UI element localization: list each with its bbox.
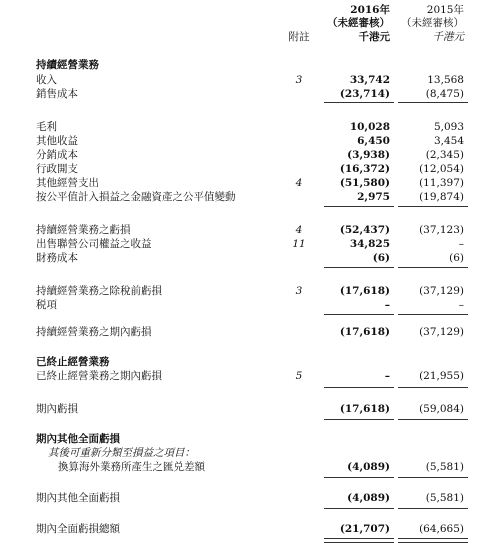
value-2016: 34,825	[349, 238, 390, 250]
table-row-cost-of-sales	[0, 87, 493, 101]
subtotal-rule	[398, 267, 468, 268]
row-label: 毛利	[36, 121, 57, 133]
row-label: 期內虧損	[36, 403, 78, 415]
value-2016: (3,938)	[347, 149, 390, 161]
table-row-oci-total	[0, 491, 493, 505]
subtotal-rule	[324, 508, 394, 509]
table-row-other-operating-expenses	[0, 176, 493, 190]
row-label: 其後可重新分類至損益之項目：	[48, 447, 195, 459]
row-label: 持續經營業務之虧損	[36, 224, 131, 236]
subtotal-rule	[324, 267, 394, 268]
table-row-fair-value-change	[0, 190, 493, 204]
value-2016: (52,437)	[339, 224, 390, 236]
table-row-distribution-costs	[0, 148, 493, 162]
table-row-administrative-expenses	[0, 162, 493, 176]
table-row-other-revenue	[0, 134, 493, 148]
value-2015: (37,129)	[419, 285, 464, 297]
table-row-continuing-loss	[0, 223, 493, 237]
value-2015: 3,454	[433, 135, 464, 147]
row-label: 期內其他全面虧損	[36, 492, 120, 504]
subtotal-rule	[324, 314, 394, 315]
value-2015: (5,581)	[425, 492, 464, 504]
year-2015-header: 2015年	[426, 4, 464, 16]
unit-2016-header: 千港元	[358, 31, 390, 43]
value-2015: (37,123)	[419, 224, 464, 236]
value-2015: 13,568	[427, 74, 464, 86]
subtotal-rule	[398, 419, 468, 420]
value-2016: (17,618)	[339, 403, 390, 415]
value-2015: –	[458, 238, 464, 250]
value-2015: (8,475)	[425, 88, 464, 100]
row-label: 出售聯營公司權益之收益	[36, 238, 152, 250]
subtotal-rule	[398, 206, 468, 207]
total-double-rule	[324, 538, 394, 543]
row-note: 3	[295, 285, 303, 297]
section-heading-discontinued	[0, 355, 493, 369]
value-2016: 2,975	[357, 191, 390, 203]
row-note: 4	[295, 177, 303, 189]
subtotal-rule	[398, 387, 468, 388]
row-label: 行政開支	[36, 163, 78, 175]
subtotal-rule	[324, 102, 394, 103]
table-row-loss-before-tax	[0, 284, 493, 298]
subtotal-rule	[324, 477, 394, 478]
row-label: 其他收益	[36, 135, 78, 147]
value-2015: –	[458, 299, 464, 311]
table-row-gross-profit	[0, 120, 493, 134]
value-2015: (59,084)	[419, 403, 464, 415]
row-label: 已終止經營業務	[36, 356, 110, 368]
row-label: 持續經營業務之除稅前虧損	[36, 285, 162, 297]
row-label: 持續經營業務之期內虧損	[36, 326, 152, 338]
table-row-period-loss	[0, 402, 493, 416]
row-label: 換算海外業務所產生之匯兑差額	[58, 461, 205, 473]
value-2016: (6)	[372, 252, 390, 264]
row-note: 3	[295, 74, 303, 86]
value-2016: 6,450	[357, 135, 390, 147]
value-2015: (5,581)	[425, 461, 464, 473]
section-heading-continuing	[0, 58, 493, 72]
value-2016: (17,618)	[339, 285, 390, 297]
value-2016: –	[384, 299, 390, 311]
subtotal-rule	[398, 508, 468, 509]
unaudited-2016-header: （未經審核）	[327, 17, 390, 29]
section-heading-oci	[0, 432, 493, 446]
value-2016: (23,714)	[339, 88, 390, 100]
table-row-continuing-period-loss	[0, 325, 493, 339]
row-label: 持續經營業務	[36, 59, 99, 71]
value-2015: (11,397)	[419, 177, 464, 189]
table-row-revenue	[0, 73, 493, 87]
value-2016: (4,089)	[347, 461, 390, 473]
row-note: 5	[295, 370, 303, 382]
table-row-discontinued-loss	[0, 369, 493, 383]
row-label: 財務成本	[36, 252, 78, 264]
table-row-gain-on-disposal	[0, 237, 493, 251]
value-2015: (6)	[449, 252, 464, 264]
value-2015: (12,054)	[419, 163, 464, 175]
row-label: 銷售成本	[36, 88, 78, 100]
value-2015: (19,874)	[419, 191, 464, 203]
total-double-rule	[398, 538, 468, 543]
value-2016: (51,580)	[339, 177, 390, 189]
subtotal-rule	[324, 419, 394, 420]
value-2016: (17,618)	[339, 326, 390, 338]
row-label: 已終止經營業務之期內虧損	[36, 370, 162, 382]
subheading-reclassifiable	[0, 446, 493, 460]
value-2016: (4,089)	[347, 492, 390, 504]
value-2015: (37,129)	[419, 326, 464, 338]
table-row-total-comprehensive-loss	[0, 522, 493, 536]
row-label: 期內其他全面虧損	[36, 433, 120, 445]
value-2015: 5,093	[433, 121, 464, 133]
value-2016: (16,372)	[339, 163, 390, 175]
row-label: 收入	[36, 74, 57, 86]
row-label: 其他經營支出	[36, 177, 99, 189]
row-label: 按公平值計入損益之金融資產之公平值變動	[36, 191, 236, 203]
subtotal-rule	[398, 314, 468, 315]
subtotal-rule	[398, 477, 468, 478]
row-label: 税項	[36, 299, 57, 311]
row-label: 分銷成本	[36, 149, 78, 161]
table-row-finance-costs	[0, 251, 493, 265]
value-2016: 33,742	[349, 74, 390, 86]
year-2016-header: 2016年	[350, 4, 390, 16]
value-2015: (64,665)	[419, 523, 464, 535]
row-note: 4	[295, 224, 303, 236]
unaudited-2015-header: （未經審核）	[401, 17, 464, 29]
table-row-exchange-differences	[0, 460, 493, 474]
subtotal-rule	[398, 102, 468, 103]
subtotal-rule	[324, 387, 394, 388]
table-row-taxation	[0, 298, 493, 312]
unit-2015-header: 千港元	[432, 31, 464, 43]
value-2015: (2,345)	[425, 149, 464, 161]
value-2016: (21,707)	[339, 523, 390, 535]
subtotal-rule	[324, 206, 394, 207]
note-column-header: 附註	[288, 31, 310, 43]
value-2016: –	[384, 370, 390, 382]
row-label: 期內全面虧損總額	[36, 523, 120, 535]
value-2016: 10,028	[349, 121, 390, 133]
row-note: 11	[292, 238, 306, 250]
value-2015: (21,955)	[419, 370, 464, 382]
